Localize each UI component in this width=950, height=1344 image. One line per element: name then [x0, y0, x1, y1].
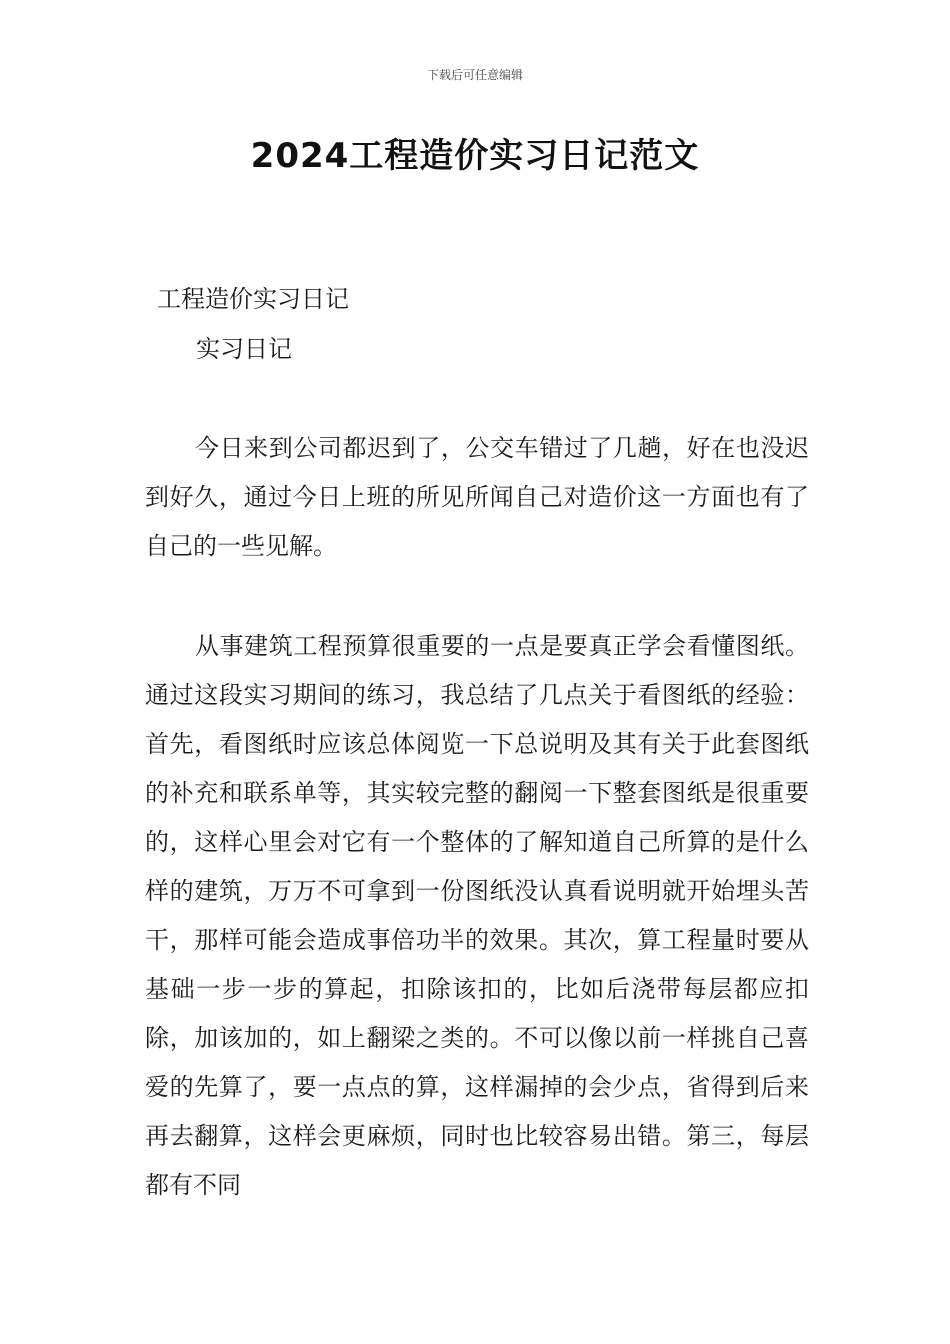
document-subtitle: 工程造价实习日记	[157, 285, 349, 313]
document-title: 2024工程造价实习日记范文	[250, 136, 700, 176]
paragraph-1: 今日来到公司都迟到了，公交车错过了几趟，好在也没迟到好久，通过今日上班的所见所闻自己对造价这一方面也有了自己的一些见解。	[145, 434, 809, 560]
section-heading: 实习日记	[196, 335, 292, 363]
header-note: 下载后可任意编辑	[426, 68, 523, 82]
paragraph-2: 从事建筑工程预算很重要的一点是要真正学会看懂图纸。通过这段实习期间的练习，我总结了几点关于看图纸的经验：首先，看图纸时应该总体阅览一下总说明及其有关于此套图纸的补充和联系单等，其实较完整的翻阅一下整套图纸是很重要的，这样心里会对它有一个整体的了解知道自己所算的是什么样的建筑，万万不可拿到一份图纸没认真看说明就开始埋头苦干，那样可能会造成事倍功半的效果。其次，算工程量时要从基础一步一步的算起，扣除该扣的，比如后浇带每层都应扣除，加该加的，如上翻梁之类的。不可以像以前一样挑自己喜爱的先算了，要一点点的算，这样漏掉的会少点，省得到后来再去翻算，这样会更麻烦，同时也比较容易出错。第三，每层都有不同	[145, 632, 809, 1199]
